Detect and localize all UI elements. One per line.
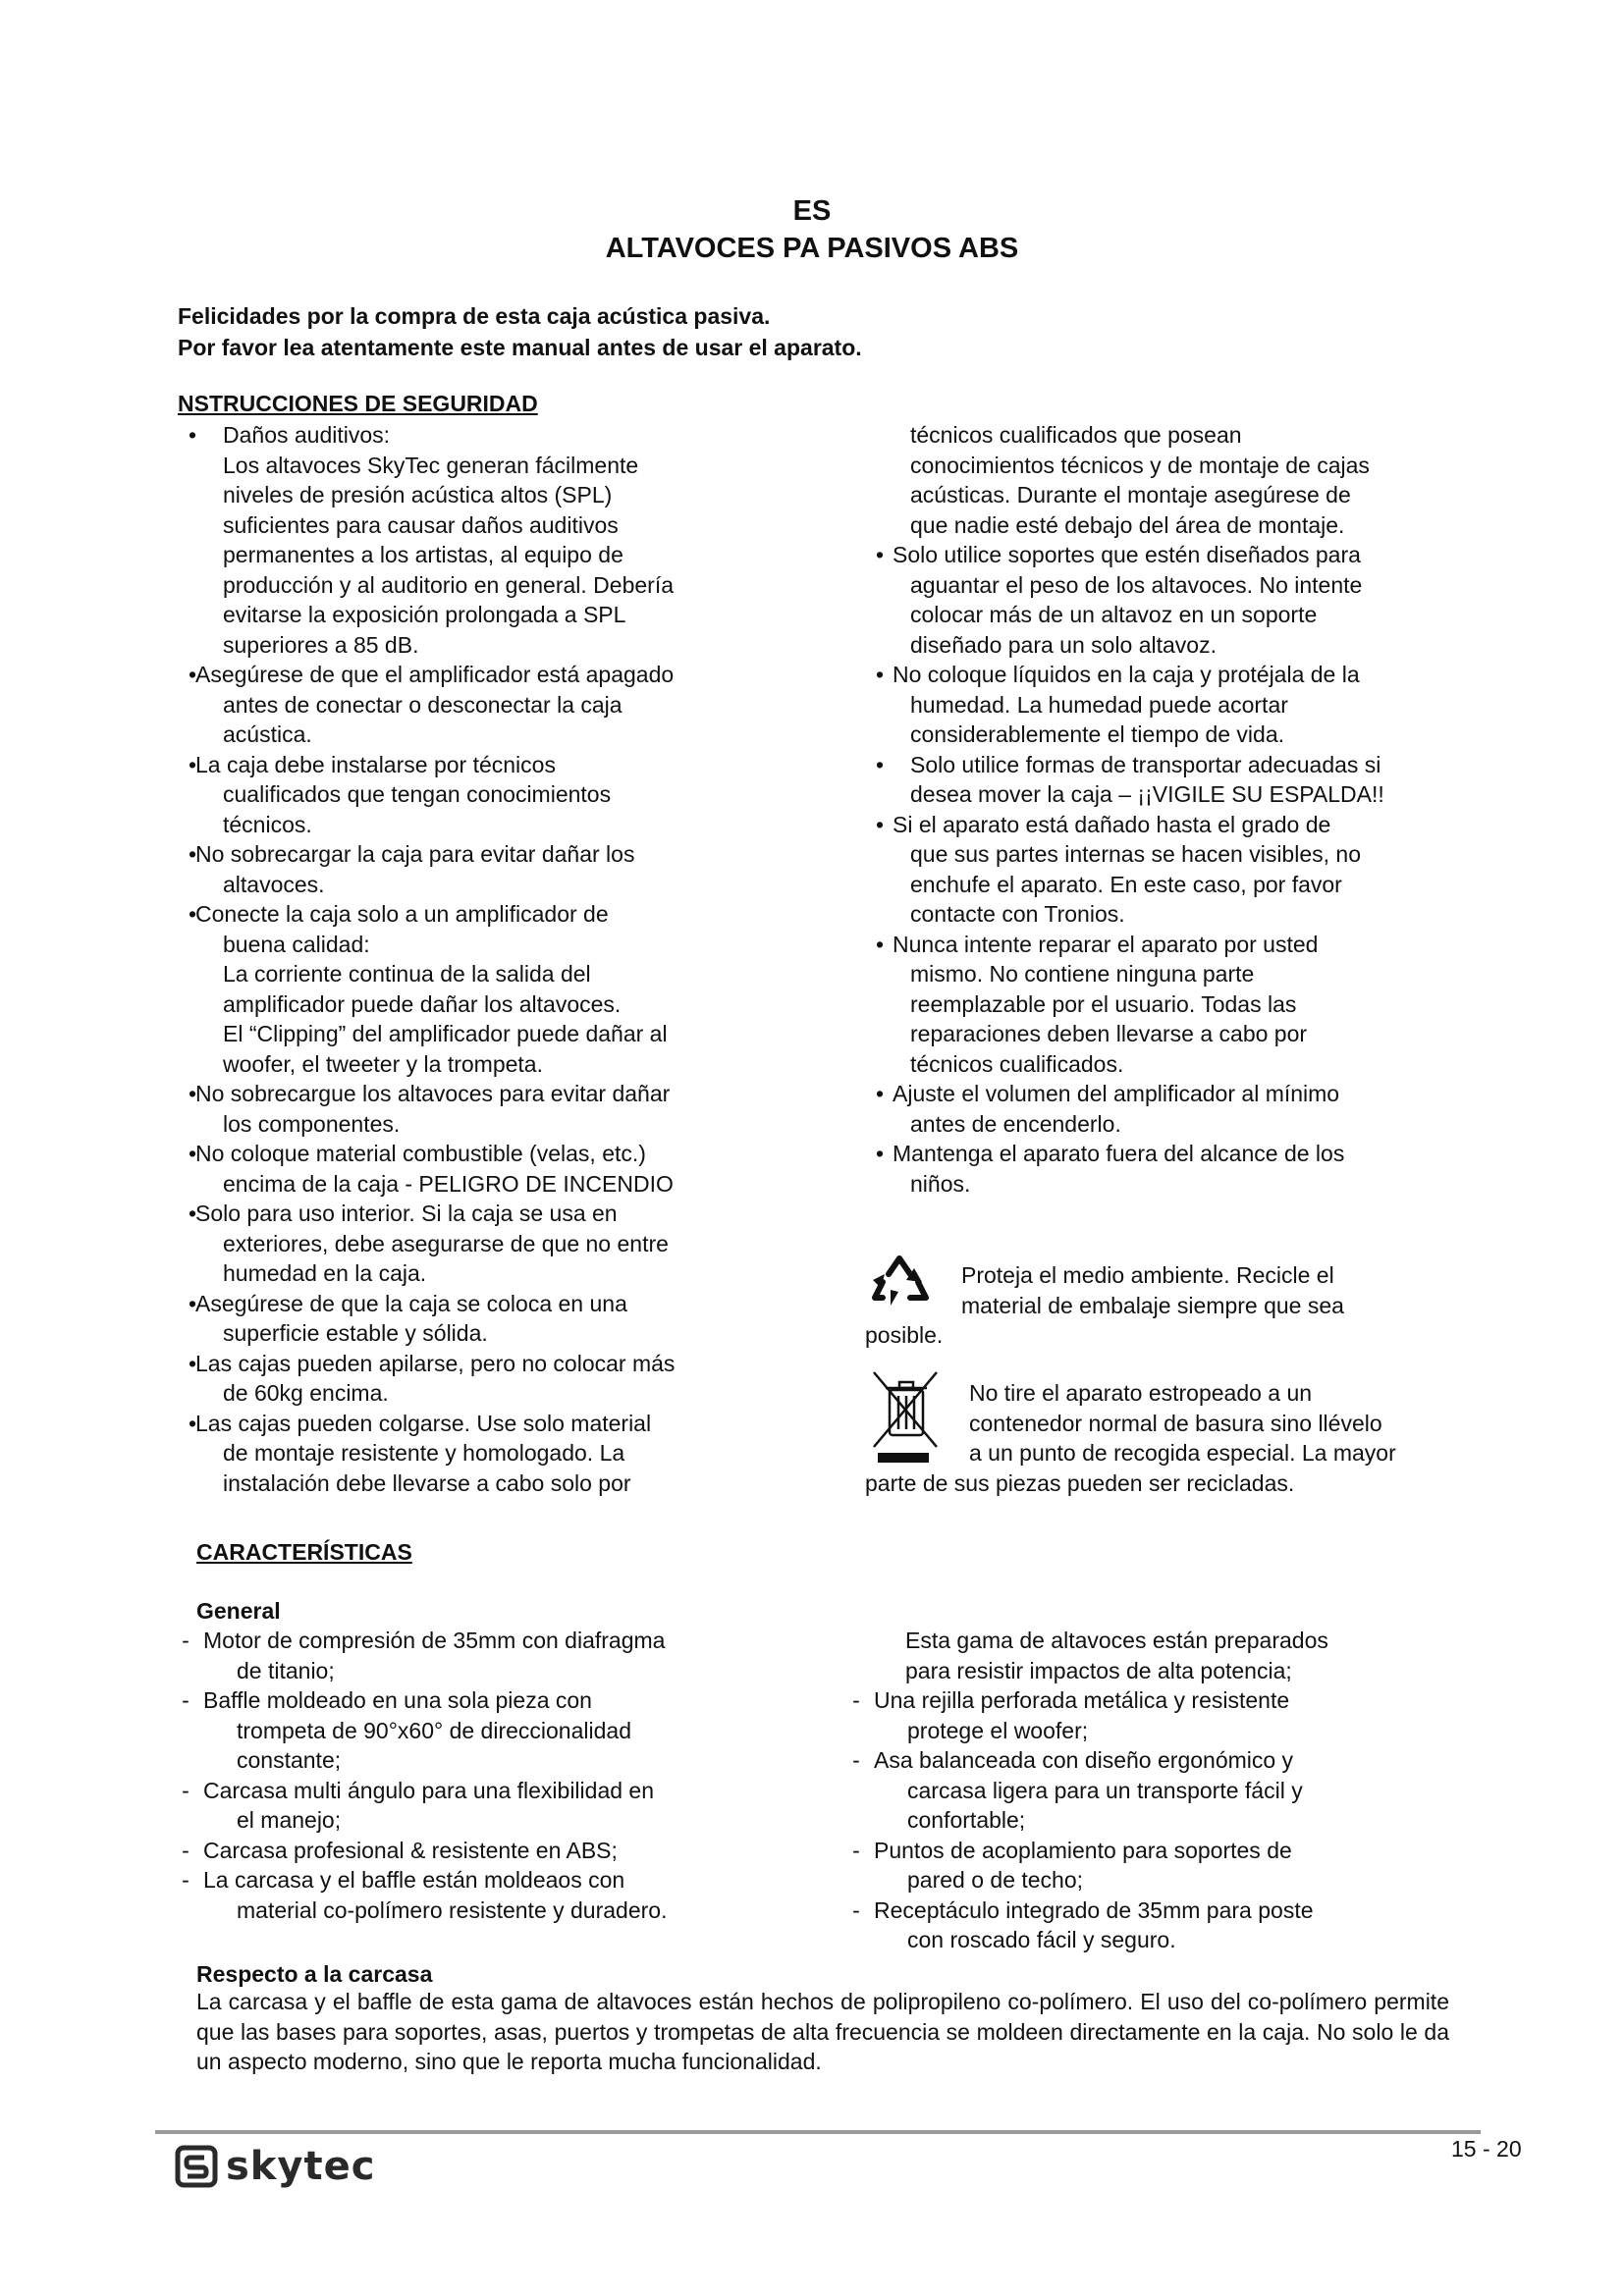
list-item: • La caja debe instalarse por técnicos cualificados que tengan conocimientos técnicos. bbox=[178, 750, 786, 840]
list-item: - Puntos de acoplamiento para soportes de pared o de techo; bbox=[846, 1836, 1475, 1896]
skytec-logo-icon bbox=[175, 2145, 218, 2188]
bullet-icon: • bbox=[875, 931, 885, 957]
bullet-icon: • bbox=[875, 542, 885, 567]
page-title: ALTAVOCES PA PASIVOS ABS bbox=[605, 233, 1019, 264]
housing-paragraph: La carcasa y el baffle de esta gama de altavoces están hechos de polipropileno co-polímero. El uso del co-polímero permite que las bases para soportes, asas, puertos y trompetas de alta frecuencia se moldeen directamente en la caja. No solo le da un aspecto moderno, sino que le reporta mucha funcionalidad. bbox=[196, 1989, 1449, 2074]
list-item: • No coloque líquidos en la caja y protéjala de la humedad. La humedad puede acortar considerablemente el tiempo de vida. bbox=[865, 660, 1493, 750]
list-item: - Carcasa profesional & resistente en ABS; bbox=[176, 1836, 804, 1866]
list-item: • Conecte la caja solo a un amplificador de buena calidad: La corriente continua de la salida del amplificador puede dañar los altavoces. El “Clipping” del amplificador puede dañar al woofer, el tweeter y la trompeta. bbox=[178, 899, 786, 1079]
footer-divider bbox=[155, 2130, 1481, 2134]
list-item: • Asegúrese de que el amplificador está apagado antes de conectar o desconectar la caja acústica. bbox=[178, 660, 786, 750]
bullet-icon: • bbox=[875, 662, 885, 687]
list-item: • Nunca intente reparar el aparato por usted mismo. No contiene ninguna parte reemplazable por el usuario. Todas las reparaciones deben llevarse a cabo por técnicos cualificados. bbox=[865, 930, 1493, 1080]
intro-line: Por favor lea atentamente este manual antes de usar el aparato. bbox=[178, 335, 862, 360]
list-item: - Asa balanceada con diseño ergonómico y carcasa ligera para un transporte fácil y confortable; bbox=[846, 1745, 1475, 1836]
dash-icon: - bbox=[852, 1747, 860, 1773]
list-item: • No coloque material combustible (velas, etc.) encima de la caja - PELIGRO DE INCENDIO bbox=[178, 1139, 786, 1199]
dash-icon: - bbox=[182, 1628, 189, 1653]
general-subheading: General bbox=[196, 1598, 281, 1624]
features-left-column bbox=[176, 1626, 804, 1925]
brand-wordmark: skytec bbox=[226, 2144, 376, 2189]
recycle-notice-end: posible. bbox=[865, 1322, 944, 1348]
list-item: • No sobrecargar la caja para evitar dañar los altavoces. bbox=[178, 839, 786, 899]
list-item: • Las cajas pueden colgarse. Use solo material de montaje resistente y homologado. La instalación debe llevarse a cabo solo por bbox=[178, 1409, 786, 1499]
bullet-icon: • bbox=[875, 751, 885, 777]
dash-icon: - bbox=[182, 1777, 189, 1803]
bullet-icon: • bbox=[875, 811, 885, 837]
list-item: • Daños auditivos: Los altavoces SkyTec generan fácilmente niveles de presión acústica altos (SPL) suficientes para causar daños auditivos permanentes a los artistas, al equipo de producción y al auditorio en general. Debería evitarse la exposición prolongada a SPL superiores a 85 dB. bbox=[178, 420, 786, 660]
list-item: • Ajuste el volumen del amplificador al mínimo antes de encenderlo. bbox=[865, 1079, 1493, 1139]
weee-notice: No tire el aparato estropeado a un contenedor normal de basura sino llévelo a un punto de recogida especial. La mayor bbox=[969, 1380, 1396, 1466]
bullet-icon: • bbox=[188, 751, 197, 777]
list-item: • Si el aparato está dañado hasta el grado de que sus partes internas se hacen visibles, no enchufe el aparato. En este caso, por favor contacte con Tronios. bbox=[865, 810, 1493, 930]
bullet-icon: • bbox=[875, 1081, 885, 1106]
bullet-icon: • bbox=[188, 1350, 197, 1376]
crossed-bin-icon bbox=[872, 1370, 941, 1469]
bullet-icon: • bbox=[188, 1141, 197, 1166]
recycle-notice: Proteja el medio ambiente. Recicle el material de embalaje siempre que sea bbox=[961, 1262, 1344, 1318]
language-code: ES bbox=[792, 195, 832, 227]
brand-logo bbox=[175, 2144, 375, 2189]
list-item: • Asegúrese de que la caja se coloca en una superficie estable y sólida. bbox=[178, 1289, 786, 1349]
list-item: • Solo para uso interior. Si la caja se usa en exteriores, debe asegurarse de que no entre humedad en la caja. bbox=[178, 1199, 786, 1289]
list-item: - Una rejilla perforada metálica y resistente protege el woofer; bbox=[846, 1685, 1475, 1745]
list-item: - Carcasa multi ángulo para una flexibilidad en el manejo; bbox=[176, 1776, 804, 1836]
intro bbox=[178, 300, 862, 363]
dash-icon: - bbox=[852, 1837, 860, 1863]
list-item: • Solo utilice soportes que estén diseñados para aguantar el peso de los altavoces. No intente colocar más de un altavoz en un soporte diseñado para un solo altavoz. bbox=[865, 540, 1493, 660]
bullet-icon: • bbox=[188, 1201, 197, 1226]
features-heading: CARACTERÍSTICAS bbox=[196, 1539, 412, 1565]
list-item: • Mantenga el aparato fuera del alcance de los niños. bbox=[865, 1139, 1493, 1199]
dash-icon: - bbox=[182, 1687, 189, 1713]
safety-right-column bbox=[865, 420, 1493, 1199]
safety-heading: NSTRUCCIONES DE SEGURIDAD bbox=[178, 391, 538, 416]
bullet-icon: • bbox=[188, 1410, 197, 1436]
continued-text: técnicos cualificados que posean conocimientos técnicos y de montaje de cajas acústicas. Durante el montaje asegúrese de que nadie esté debajo del área de montaje. bbox=[910, 422, 1370, 538]
list-item: • No sobrecargue los altavoces para evitar dañar los componentes. bbox=[178, 1079, 786, 1139]
continued-text: Esta gama de altavoces están preparados para resistir impactos de alta potencia; bbox=[905, 1628, 1328, 1683]
list-item: - Receptáculo integrado de 35mm para poste con roscado fácil y seguro. bbox=[846, 1896, 1475, 1955]
list-item: - Motor de compresión de 35mm con diafragma de titanio; bbox=[176, 1626, 804, 1685]
bullet-icon: • bbox=[875, 1141, 885, 1166]
page-number: 15 - 20 bbox=[1451, 2136, 1522, 2162]
housing-subheading: Respecto a la carcasa bbox=[196, 1961, 433, 1987]
bullet-icon: • bbox=[188, 662, 197, 687]
bullet-icon: • bbox=[188, 841, 197, 867]
dash-icon: - bbox=[852, 1687, 860, 1713]
list-item: - Baffle moldeado en una sola pieza con trompeta de 90°x60° de direccionalidad constante; bbox=[176, 1685, 804, 1776]
features-right-column bbox=[846, 1626, 1475, 1955]
recycle-icon bbox=[867, 1253, 936, 1316]
intro-line: Felicidades por la compra de esta caja acústica pasiva. bbox=[178, 303, 771, 329]
weee-notice-end: parte de sus piezas pueden ser recicladas. bbox=[865, 1470, 1295, 1496]
dash-icon: - bbox=[852, 1896, 860, 1923]
dash-icon: - bbox=[182, 1867, 189, 1893]
list-item: - La carcasa y el baffle están moldeaos con material co-polímero resistente y duradero. bbox=[176, 1865, 804, 1925]
bullet-icon: • bbox=[188, 422, 197, 448]
bullet-icon: • bbox=[188, 901, 197, 927]
list-item: • Las cajas pueden apilarse, pero no colocar más de 60kg encima. bbox=[178, 1349, 786, 1409]
dash-icon: - bbox=[182, 1837, 189, 1863]
safety-left-column bbox=[178, 420, 786, 1498]
bullet-icon: • bbox=[188, 1290, 197, 1316]
bullet-icon: • bbox=[188, 1081, 197, 1106]
list-item: • Solo utilice formas de transportar adecuadas si desea mover la caja – ¡¡VIGILE SU ESPALDA!! bbox=[865, 750, 1493, 810]
